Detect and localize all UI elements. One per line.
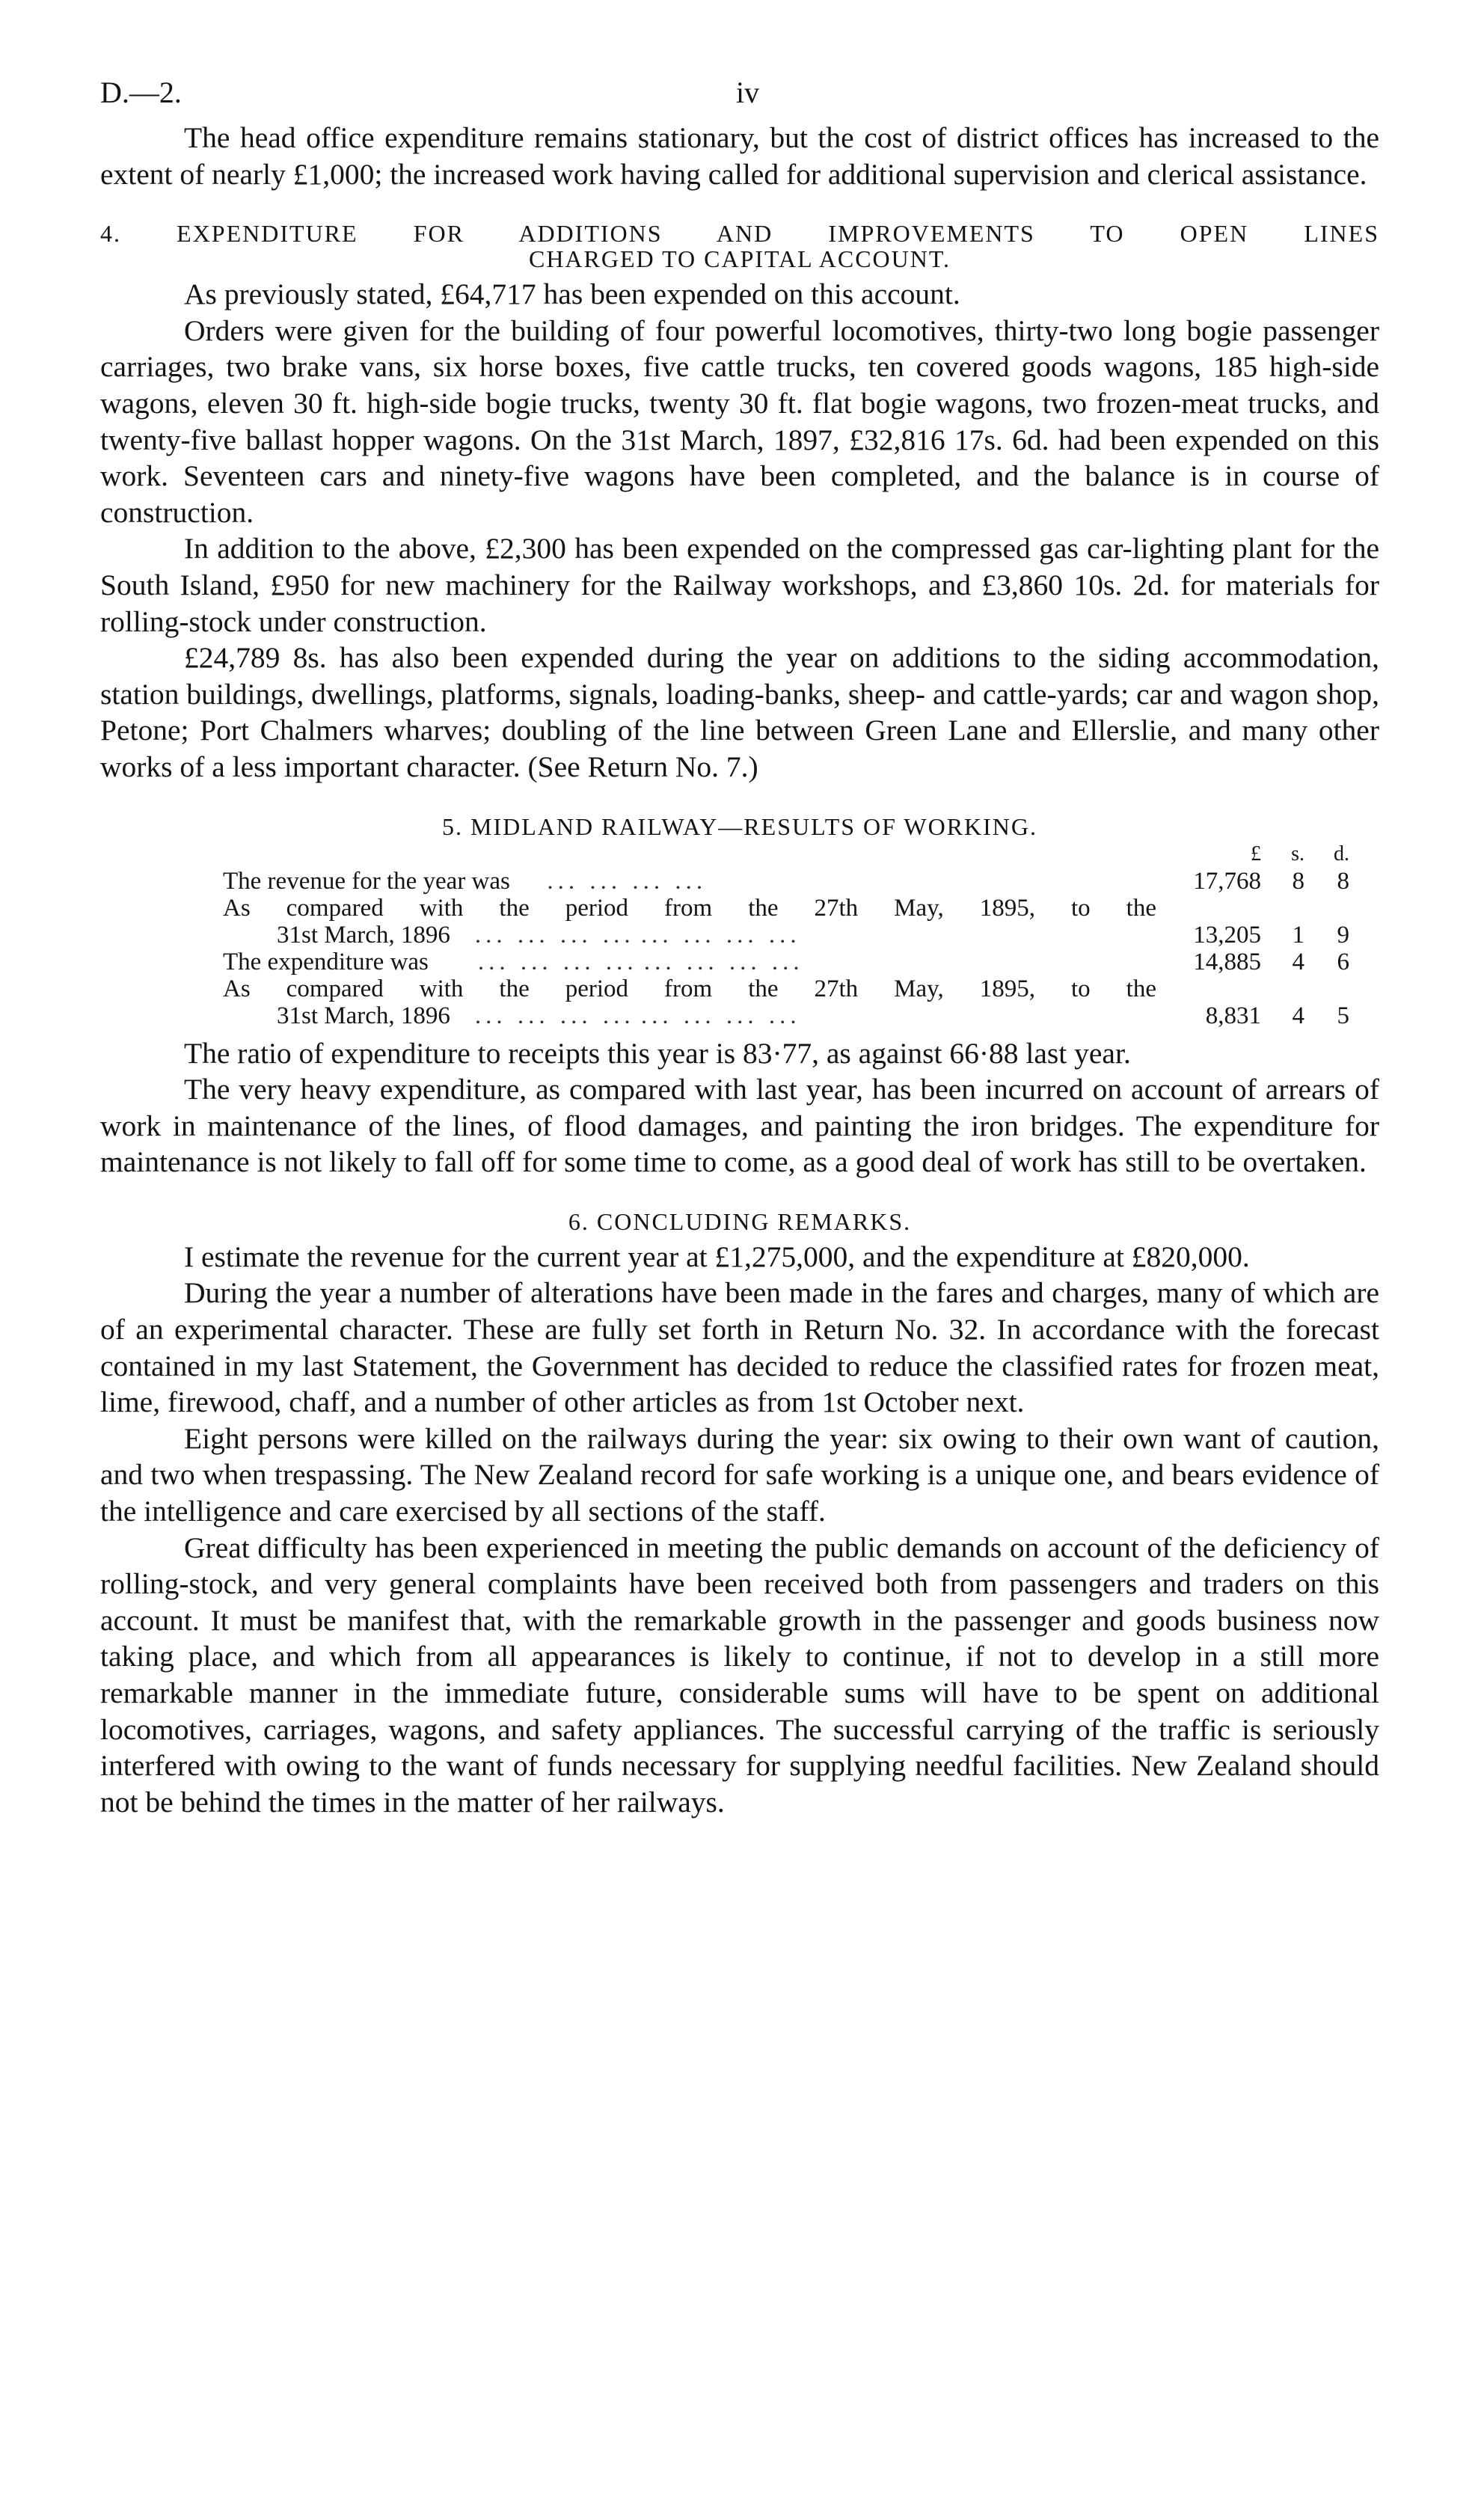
table-row [223, 975, 1349, 1002]
section-6-paragraph: Eight persons were killed on the railways during the year: six owing to their own want of caution, and two when trespassing. The New Zealand record for safe working is a unique one, and bears evidence of the intelligence and care exercised by all sections of the staff. [100, 1421, 1379, 1528]
dot-leader: ... ... ... ... [474, 921, 635, 949]
row-description: As compared with the period from the 27th May, 1895, to the [223, 975, 1156, 1002]
table-row-continuation [223, 922, 1349, 949]
amount-pence: 9 [1337, 921, 1349, 949]
amount-pence: 8 [1337, 867, 1349, 895]
section-5-heading: 5. MIDLAND RAILWAY—RESULTS OF WORKING. [441, 812, 1038, 840]
section-6-paragraph: I estimate the revenue for the current year at £1,275,000, and the expenditure at £820,000. [184, 1240, 1250, 1273]
section-6-paragraph: Great difficulty has been experienced in meeting the public demands on account of the deficiency of rolling-stock, and very general complaints have been received both from passengers and traders on this account. It must be manifest that, with the remarkable growth in the passenger and goods business now taking place, and which from all appearances is likely to continue, if not to develop in a still more remarkable manner in the immediate future, considerable sums will have to be spent on additional locomotives, carriages, wagons, and safety appliances. The successful carrying of the traffic is seriously interfered with owing to the want of funds necessary for supplying needful facilities. New Zealand should not be behind the times in the matter of her railways. [100, 1531, 1379, 1819]
amount-shillings: 4 [1292, 1002, 1304, 1029]
dot-leader: ... ... ... ... [474, 1002, 635, 1029]
row-description: As compared with the period from the 27th May, 1895, to the [223, 894, 1156, 922]
row-description-continuation: 31st March, 1896 ... ... ... ... ... ... ... ... [277, 1002, 801, 1029]
table-row [223, 895, 1349, 922]
amount-pence: 6 [1337, 948, 1349, 975]
dot-leader: ... ... ... ... [477, 948, 638, 975]
section-4-heading-line2: CHARGED TO CAPITAL ACCOUNT. [528, 245, 951, 273]
section-5-paragraph: The ratio of expenditure to receipts this year is 83·77, as against 66·88 last year. [184, 1036, 1131, 1070]
amount-pounds: 17,768 [1193, 867, 1261, 895]
amount-shillings: 1 [1292, 921, 1304, 949]
col-header-pence: d. [1334, 842, 1349, 866]
row-description-continuation: 31st March, 1896 ... ... ... ... ... ... ... ... [277, 921, 801, 949]
table-row [223, 868, 1349, 895]
running-header [100, 75, 1379, 120]
section-4-heading-line1: 4. EXPENDITURE FOR ADDITIONS AND IMPROVEMENTS TO OPEN LINES [100, 220, 1379, 248]
table-row [223, 949, 1349, 975]
dot-leader: ... ... ... ... [547, 867, 708, 895]
section-6-heading: 6. CONCLUDING REMARKS. [568, 1207, 912, 1235]
row-description: The expenditure was ... ... ... ... ... ... ... ... [223, 948, 804, 975]
table-row-continuation [223, 1002, 1349, 1029]
paper-reference: D.—2. [100, 76, 182, 109]
col-header-shillings: s. [1291, 842, 1304, 866]
section-4-paragraph: As previously stated, £64,717 has been expended on this account. [184, 278, 960, 311]
amount-pounds: 14,885 [1193, 948, 1261, 975]
section-4-heading [100, 221, 1379, 272]
section-4-paragraph: £24,789 8s. has also been expended during the year on additions to the siding accommodation, station buildings, dwellings, platforms, signals, loading-banks, sheep- and cattle-yards; car and wagon shop, Petone; Port Chalmers wharves; doubling of the line between Green Lane and Ellerslie, and many other works of a less important character. (See Return No. 7.) [100, 641, 1379, 783]
page-number: iv [736, 76, 760, 109]
section-4-paragraph: In addition to the above, £2,300 has been expended on the compressed gas car-lighting plant for the South Island, £950 for new machinery for the Railway workshops, and £3,860 10s. 2d. for materials for rolling-stock under construction. [100, 532, 1379, 638]
col-header-pounds: £ [1251, 842, 1261, 866]
amount-shillings: 8 [1292, 867, 1304, 895]
amount-pence: 5 [1337, 1002, 1349, 1029]
intro-paragraph: The head office expenditure remains stationary, but the cost of district offices has increased to the extent of nearly £1,000; the increased work having called for additional supervision and clerical assistance. [100, 121, 1379, 191]
row-description: The revenue for the year was ... ... ... ... [223, 867, 708, 895]
section-4-paragraph: Orders were given for the building of four powerful locomotives, thirty-two long bogie passenger carriages, two brake vans, six horse boxes, five cattle trucks, ten covered goods wagons, 185 high-side wagons, eleven 30 ft. high-side bogie trucks, twenty 30 ft. flat bogie wagons, two frozen-meat trucks, and twenty-five ballast hopper wagons. On the 31st March, 1897, £32,816 17s. 6d. had been expended on this work. Seventeen cars and ninety-five wagons have been completed, and the balance is in course of construction. [100, 313, 1379, 529]
amount-pounds: 8,831 [1205, 1002, 1261, 1029]
amount-shillings: 4 [1292, 948, 1304, 975]
section-6-paragraph: During the year a number of alterations have been made in the fares and charges, many of which are of an experimental character. These are fully set forth in Return No. 32. In accordance with the forecast contained in my last Statement, the Government has decided to reduce the classified rates for frozen meat, lime, firewood, chaff, and a number of other articles as from 1st October next. [100, 1276, 1379, 1419]
section-5-paragraph: The very heavy expenditure, as compared with last year, has been incurred on account of arrears of work in maintenance of the lines, of flood damages, and painting the iron bridges. The expenditure for maintenance is not likely to fall off for some time to come, as a good deal of work has still to be overtaken. [100, 1073, 1379, 1179]
amount-pounds: 13,205 [1193, 921, 1261, 949]
table-header-row [223, 841, 1349, 868]
midland-results-table [223, 841, 1349, 1029]
